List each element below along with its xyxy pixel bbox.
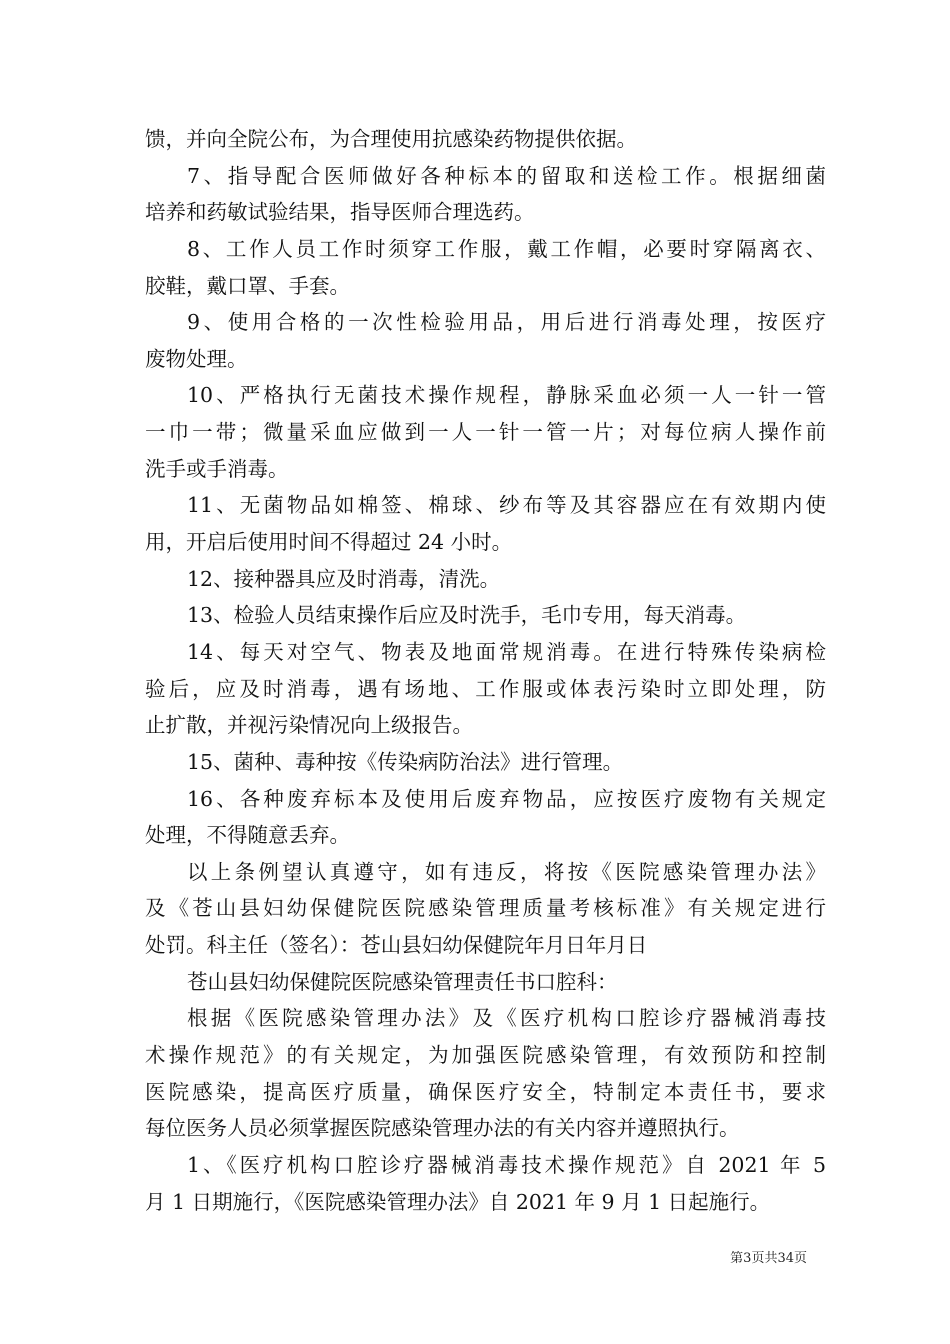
paragraph xyxy=(145,781,826,854)
paragraph xyxy=(145,304,826,377)
text-line: 10、严格执行无菌技术操作规程，静脉采血必须一人一针一管 xyxy=(187,383,826,408)
paragraph xyxy=(145,854,826,964)
text-line: 根据《医院感染管理办法》及《医疗机构口腔诊疗器械消毒技 xyxy=(187,1006,826,1031)
text-line: 8、工作人员工作时须穿工作服，戴工作帽，必要时穿隔离衣、 xyxy=(187,236,826,261)
text-line: 医院感染，提高医疗质量，确保医疗安全，特制定本责任书，要求 xyxy=(145,1079,826,1104)
text-line: 胶鞋，戴口罩、手套。 xyxy=(145,273,350,298)
text-line: 洗手或手消毒。 xyxy=(145,456,289,481)
text-line: 一巾一带；微量采血应做到一人一针一管一片；对每位病人操作前 xyxy=(145,420,826,445)
paragraph xyxy=(145,964,826,1001)
paragraph xyxy=(145,634,826,744)
text-line: 处理，不得随意丢弃。 xyxy=(145,823,350,848)
text-line: 每位医务人员必须掌握医院感染管理办法的有关内容并遵照执行。 xyxy=(145,1116,740,1141)
text-line: 用，开启后使用时间不得超过 24 小时。 xyxy=(145,530,513,555)
text-line: 14、每天对空气、物表及地面常规消毒。在进行特殊传染病检 xyxy=(187,639,826,664)
text-line: 12、接种器具应及时消毒，清洗。 xyxy=(187,566,501,591)
paragraph xyxy=(145,158,826,231)
paragraph xyxy=(145,1147,826,1220)
text-line: 馈，并向全院公布，为合理使用抗感染药物提供依据。 xyxy=(145,127,637,151)
text-line: 16、各种废弃标本及使用后废弃物品，应按医疗废物有关规定 xyxy=(187,786,826,811)
text-line: 废物处理。 xyxy=(145,346,248,371)
text-line: 术操作规范》的有关规定，为加强医院感染管理，有效预防和控制 xyxy=(145,1043,826,1068)
paragraph xyxy=(145,561,826,598)
paragraph xyxy=(145,121,826,158)
paragraph xyxy=(145,487,826,560)
page-number: 第3页共34页 xyxy=(730,1251,807,1266)
text-line: 15、菌种、毒种按《传染病防治法》进行管理。 xyxy=(187,749,624,774)
text-line: 1、《医疗机构口腔诊疗器械消毒技术操作规范》自 2021 年 5 xyxy=(187,1152,826,1177)
text-line: 苍山县妇幼保健院医院感染管理责任书口腔科： xyxy=(187,969,618,994)
text-line: 9、使用合格的一次性检验用品，用后进行消毒处理，按医疗 xyxy=(187,310,826,335)
text-line: 13、检验人员结束操作后应及时洗手，毛巾专用，每天消毒。 xyxy=(187,603,747,628)
document-body xyxy=(145,121,826,1220)
paragraph xyxy=(145,1000,826,1147)
paragraph xyxy=(145,597,826,634)
text-line: 培养和药敏试验结果，指导医师合理选药。 xyxy=(145,200,535,225)
text-line: 处罚。科主任（签名）：苍山县妇幼保健院年月日年月日 xyxy=(145,933,648,958)
paragraph xyxy=(145,744,826,781)
paragraph xyxy=(145,377,826,487)
text-line: 以上条例望认真遵守，如有违反，将按《医院感染管理办法》 xyxy=(187,859,826,884)
text-line: 月 1 日期施行，《医院感染管理办法》自 2021 年 9 月 1 日起施行。 xyxy=(145,1189,771,1214)
text-line: 7、指导配合医师做好各种标本的留取和送检工作。根据细菌 xyxy=(187,163,826,188)
text-line: 及《苍山县妇幼保健院医院感染管理质量考核标准》有关规定进行 xyxy=(145,896,826,921)
text-line: 止扩散，并视污染情况向上级报告。 xyxy=(145,713,473,738)
text-line: 验后，应及时消毒，遇有场地、工作服或体表污染时立即处理，防 xyxy=(145,676,826,701)
text-line: 11、无菌物品如棉签、棉球、纱布等及其容器应在有效期内使 xyxy=(187,493,826,518)
paragraph xyxy=(145,231,826,304)
